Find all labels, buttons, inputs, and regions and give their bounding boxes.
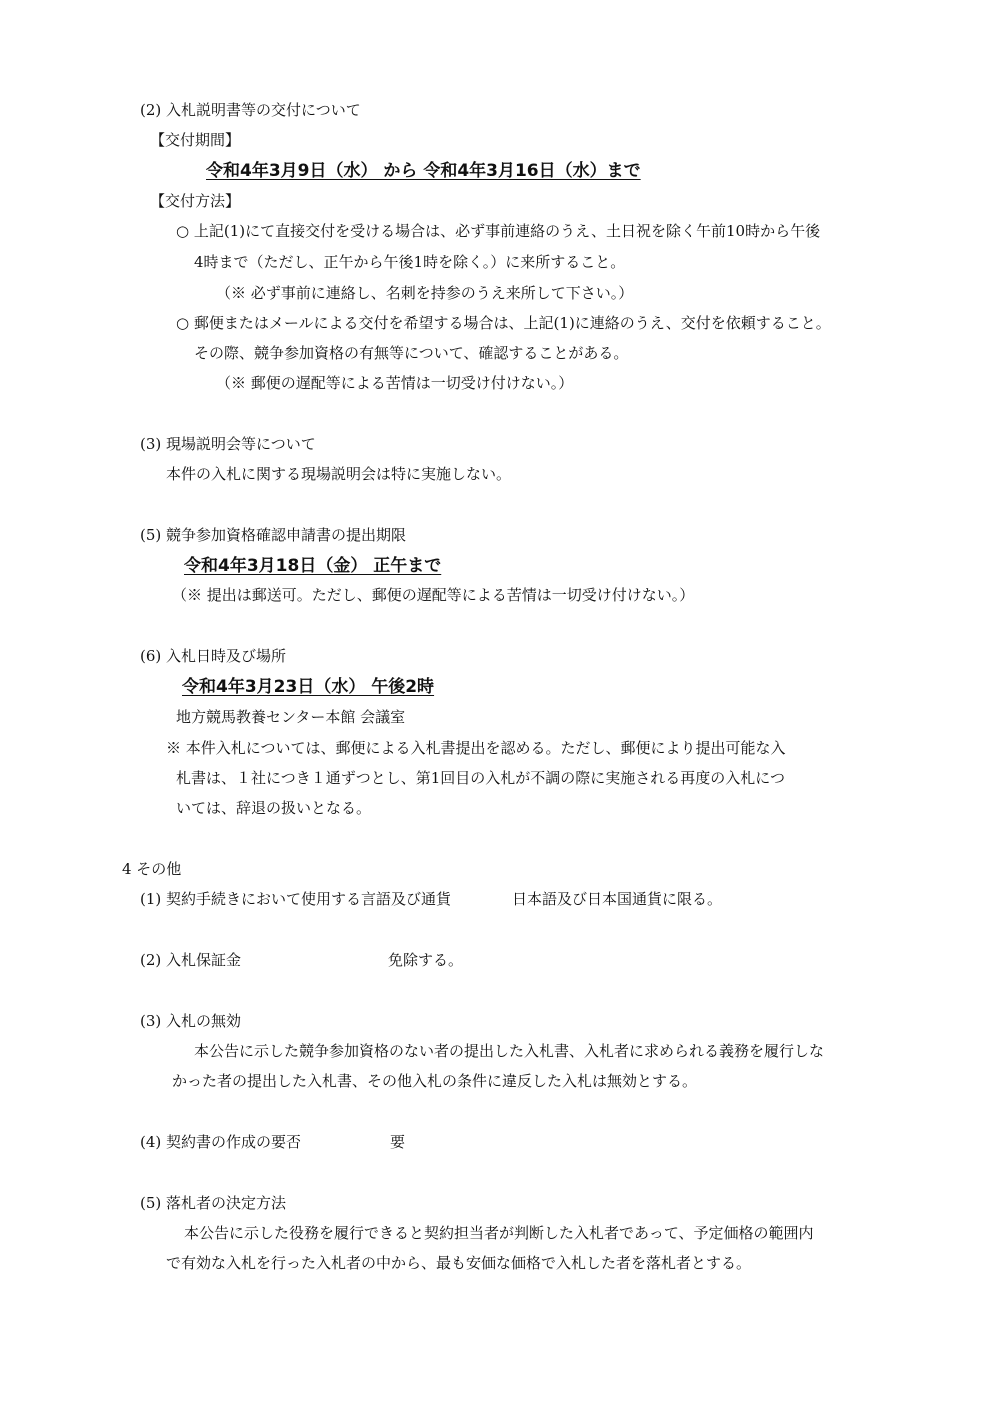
item-value: 免除する。 — [388, 951, 464, 969]
section-heading: (6) 入札日時及び場所 — [140, 647, 287, 665]
item-label: (2) 入札保証金 — [140, 951, 242, 969]
bid-place: 地方競馬教養センター本館 会議室 — [176, 708, 406, 726]
list-item-continued: その際、競争参加資格の有無等について、確認することがある。 — [194, 344, 629, 362]
paragraph: 本件の入札に関する現場説明会は特に実施しない。 — [166, 465, 512, 483]
paragraph: 本公告に示した役務を履行できると契約担当者が判断した入札者であって、予定価格の範囲内 — [184, 1224, 814, 1242]
method-label: 【交付方法】 — [150, 192, 241, 210]
delivery-period: 令和4年3月9日（水） から 令和4年3月16日（水）まで — [206, 161, 641, 181]
item-label: (4) 契約書の作成の要否 — [140, 1133, 302, 1151]
item-label: (3) 入札の無効 — [140, 1012, 242, 1030]
list-item-continued: 4時まで（ただし、正午から午後1時を除く。）に来所すること。 — [194, 253, 626, 271]
bid-datetime: 令和4年3月23日（水） 午後2時 — [182, 677, 435, 697]
period-label: 【交付期間】 — [150, 131, 241, 149]
item-label: (1) 契約手続きにおいて使用する言語及び通貨 — [140, 890, 452, 908]
list-item: ○ 郵便またはメールによる交付を希望する場合は、上記(1)に連絡のうえ、交付を依頼すること。 — [176, 314, 831, 332]
note: （※ 提出は郵送可。ただし、郵便の遅配等による苦情は一切受け付けない。） — [172, 586, 695, 604]
section-heading: (2) 入札説明書等の交付について — [140, 101, 361, 119]
list-item: ○ 上記(1)にて直接交付を受ける場合は、必ず事前連絡のうえ、土日祝を除く午前10時から午後 — [176, 222, 821, 240]
note: （※ 必ず事前に連絡し、名刺を持参のうえ来所して下さい。） — [216, 284, 634, 302]
section-heading: (5) 競争参加資格確認申請書の提出期限 — [140, 526, 407, 544]
item-value: 日本語及び日本国通貨に限る。 — [512, 890, 723, 908]
chapter-heading: 4 その他 — [122, 860, 182, 878]
section-heading: (3) 現場説明会等について — [140, 435, 316, 453]
paragraph-continued: で有効な入札を行った入札者の中から、最も安価な価格で入札した者を落札者とする。 — [166, 1254, 752, 1272]
note: ※ 本件入札については、郵便による入札書提出を認める。ただし、郵便により提出可能な入 — [166, 739, 786, 757]
submission-deadline: 令和4年3月18日（金） 正午まで — [184, 556, 442, 576]
item-label: (5) 落札者の決定方法 — [140, 1194, 287, 1212]
item-value: 要 — [390, 1133, 406, 1151]
note-continued: いては、辞退の扱いとなる。 — [176, 799, 372, 817]
paragraph-continued: かった者の提出した入札書、その他入札の条件に違反した入札は無効とする。 — [172, 1072, 698, 1090]
note: （※ 郵便の遅配等による苦情は一切受け付けない。） — [216, 374, 574, 392]
note-continued: 札書は、１社につき１通ずつとし、第1回目の入札が不調の際に実施される再度の入札につ — [176, 769, 785, 787]
paragraph: 本公告に示した競争参加資格のない者の提出した入札書、入札者に求められる義務を履行しな — [194, 1042, 825, 1060]
